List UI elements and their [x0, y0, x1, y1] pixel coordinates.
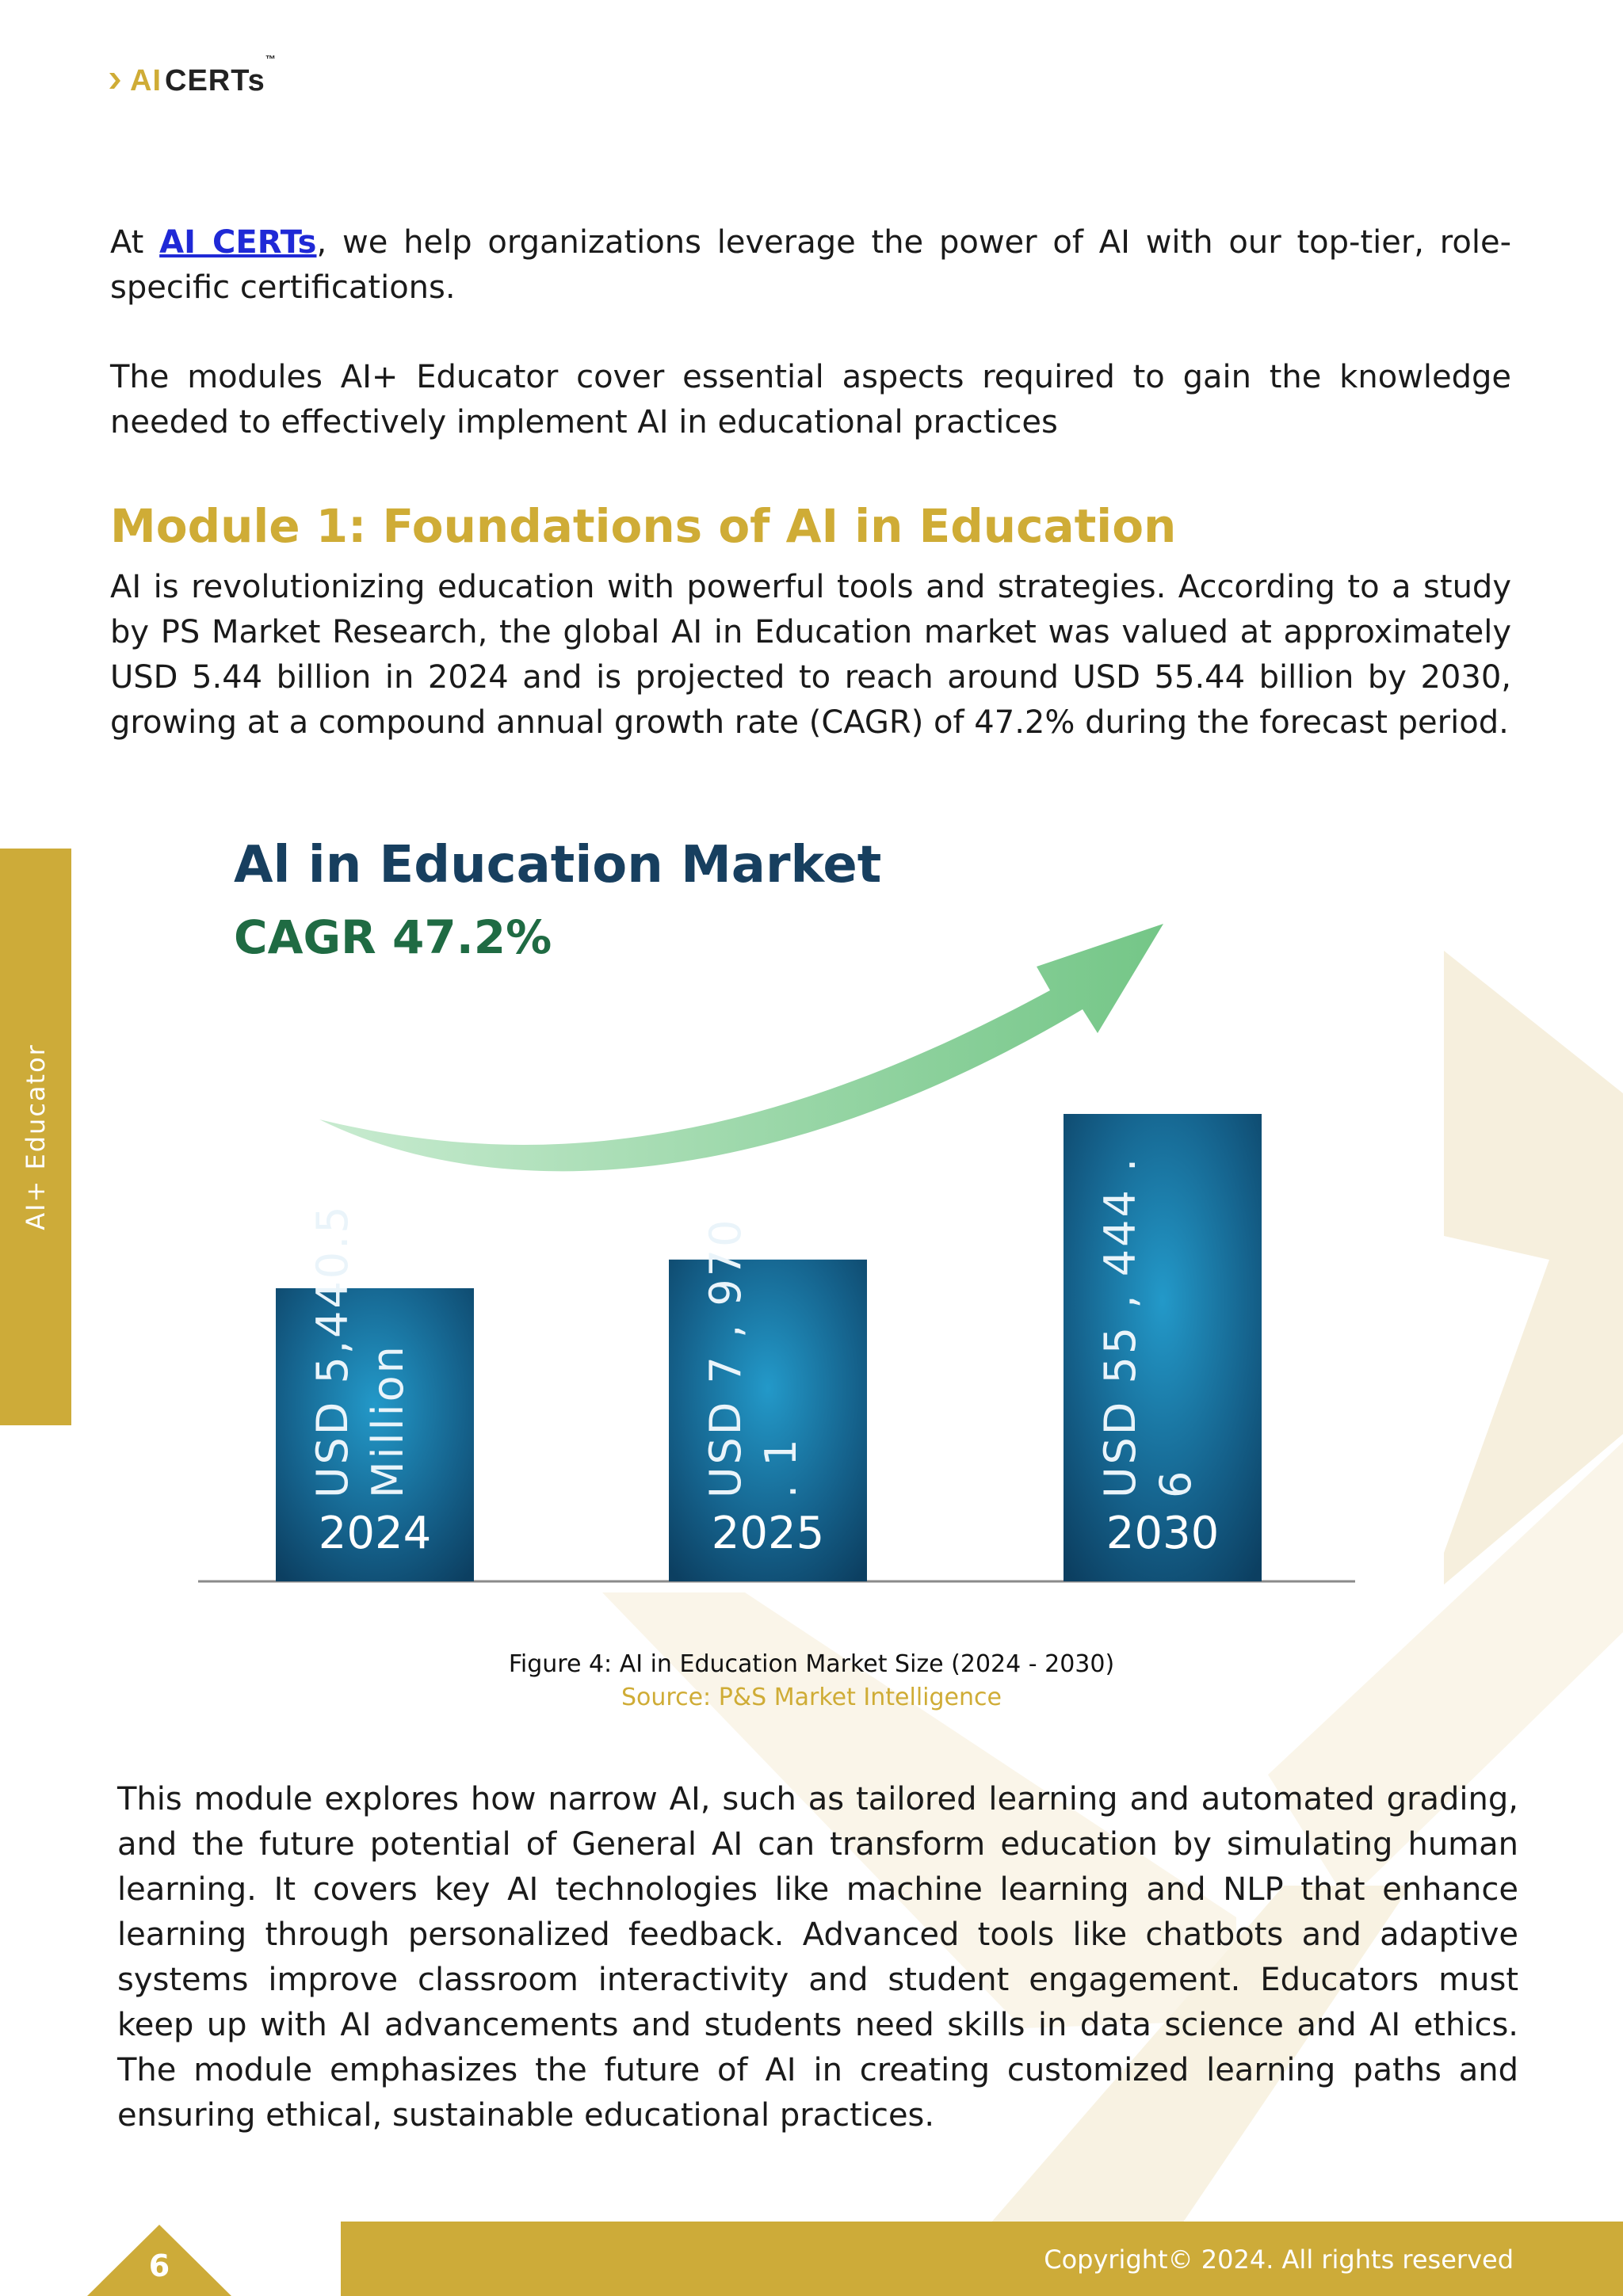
figure-caption: Figure 4: AI in Education Market Size (2024 - 2030): [508, 1650, 1115, 1678]
module-title: Module 1: Foundations of AI in Education: [110, 499, 1177, 553]
intro-paragraph: At AI CERTs, we help organizations leverage the power of AI with our top-tier, role-specific certifications.: [110, 224, 1512, 306]
logo-chevron-icon: [109, 69, 127, 93]
bar-value-label-2025-line-2: . 1: [756, 1436, 806, 1498]
chart-title: Al in Education Market: [234, 836, 882, 894]
side-tab-label: AI+ Educator: [21, 1043, 51, 1230]
chart-cagr-label: CAGR: [234, 910, 376, 964]
aicerts-logo: [109, 52, 277, 98]
bar-value-label-2030-line-2: 6: [1151, 1468, 1201, 1498]
figure-source: Source: P&S Market Intelligence: [621, 1684, 1002, 1711]
logo-ai-text: AI: [130, 63, 162, 97]
logo-certs-text: CERTs™: [165, 52, 277, 97]
market-chart-svg: [95, 824, 1442, 1600]
footer-copyright: Copyright© 2024. All rights reserved: [1044, 2245, 1514, 2275]
market-chart: [95, 824, 1442, 1600]
modules-intro-paragraph: The modules AI+ Educator cover essential aspects required to gain the knowledge needed to effectively implement AI in educational practices: [110, 359, 1511, 441]
closing-paragraph: This module explores how narrow AI, such as tailored learning and automated grading, and the future potential of General AI can transform education by simulating human learning. It covers key AI technologies like machine learning and NLP that enhance learning through personalized feedback. Advanced tools like chatbots and adaptive systems improve classroom interactivity and student engagement. Educators must keep up with AI advancements and students need skills in data science and AI ethics. The module emphasizes the future of AI in creating customized learning paths and ensuring ethical, sustainable educational practices.: [117, 1781, 1518, 2134]
page-number: 6: [148, 2248, 170, 2283]
bar-category-label-2030: 2030: [1106, 1508, 1220, 1559]
module-description-paragraph: AI is revolutionizing education with powerful tools and strategies. According to a study by PS Market Research, the global AI in Education market was valued at approximately USD 5.44 billion in 2024 and is projected to reach around USD 55.44 billion by 2030, growing at a compound annual growth rate (CAGR) of 47.2% during the forecast period.: [110, 569, 1511, 741]
bar-value-label-2024-line-2: Million: [363, 1344, 413, 1498]
ai-certs-link[interactable]: AI CERTs: [159, 224, 317, 261]
chart-cagr-value: 47.2%: [392, 910, 552, 964]
bar-category-label-2024: 2024: [318, 1508, 432, 1559]
bar-value-label-2024-line-1: USD 5,440.5: [307, 1203, 357, 1498]
bar-value-label-2030-line-1: USD 55 , 444 .: [1095, 1155, 1145, 1498]
bar-value-label-2025-line-1: USD 7 , 970: [701, 1217, 750, 1498]
bar-category-label-2025: 2025: [711, 1508, 825, 1559]
